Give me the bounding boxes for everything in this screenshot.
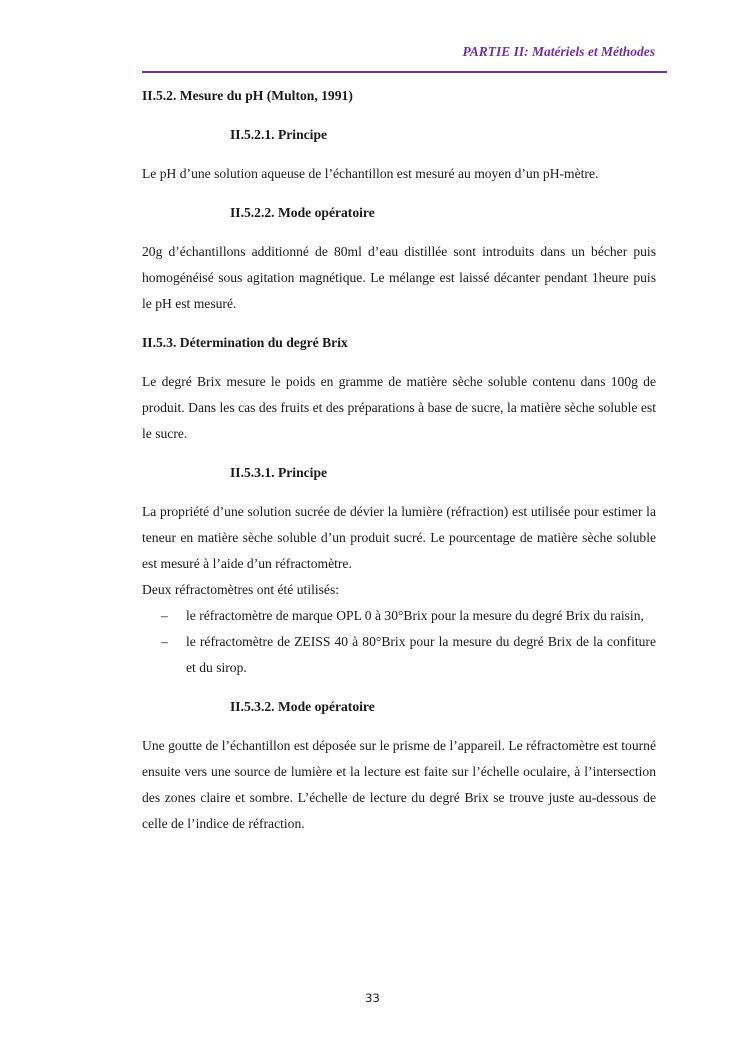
paragraph-ph-mode: 20g d’échantillons additionné de 80ml d’eau distillée sont introduits dans un bécher puis homogénéisé sous agitation magnétique. Le mélange est laissé décanter pendant 1heure puis le pH est mesuré. [142,244,656,311]
dash-bullet: – [161,634,168,649]
list-item [142,629,656,681]
paragraph-brix-mode: Une goutte de l’échantillon est déposée sur le prisme de l’appareil. Le réfractomètre est tourné ensuite vers une source de lumière et la lecture est faite sur l’échelle oculaire, à l’intersection des zones claire et sombre. L’échelle de lecture du degré Brix se trouve juste au-dessous de celle de l’indice de réfraction. [142,738,656,831]
list-item-text: le réfractomètre de ZEISS 40 à 80°Brix pour la mesure du degré Brix de la confiture et du sirop. [186,634,656,675]
running-header-title: PARTIE II: Matériels et Méthodes [462,44,655,59]
list-item-text: le réfractomètre de marque OPL 0 à 30°Brix pour la mesure du degré Brix du raisin, [186,608,644,623]
paragraph-brix-intro: Le degré Brix mesure le poids en gramme de matière sèche soluble contenu dans 100g de produit. Dans les cas des fruits et des préparations à base de sucre, la matière sèche soluble est le sucre. [142,374,656,441]
paragraph-brix-principe: La propriété d’une solution sucrée de dévier la lumière (réfraction) est utilisée pour estimer la teneur en matière sèche soluble d’un produit sucré. Le pourcentage de matière sèche soluble est mesuré à l’aide d’un réfractomètre. [142,504,656,571]
page-body [142,83,656,837]
page-number: 33 [365,991,380,1005]
subsection-heading-ph-principe: II.5.2.1. Principe [230,127,328,142]
section-heading-brix: II.5.3. Détermination du degré Brix [142,335,348,350]
subsection-heading-brix-mode: II.5.3.2. Mode opératoire [230,699,375,714]
list-item [142,603,656,629]
subsection-heading-brix-principe: II.5.3.1. Principe [230,465,328,480]
header-divider [142,71,667,73]
list-intro: Deux réfractomètres ont été utilisés: [142,582,340,597]
paragraph-ph-principe: Le pH d’une solution aqueuse de l’échantillon est mesuré au moyen d’un pH-mètre. [142,166,599,181]
dash-bullet: – [161,608,168,623]
section-heading-ph: II.5.2. Mesure du pH (Multon, 1991) [142,88,353,103]
refractometer-list [142,603,656,681]
subsection-heading-ph-mode: II.5.2.2. Mode opératoire [230,205,375,220]
